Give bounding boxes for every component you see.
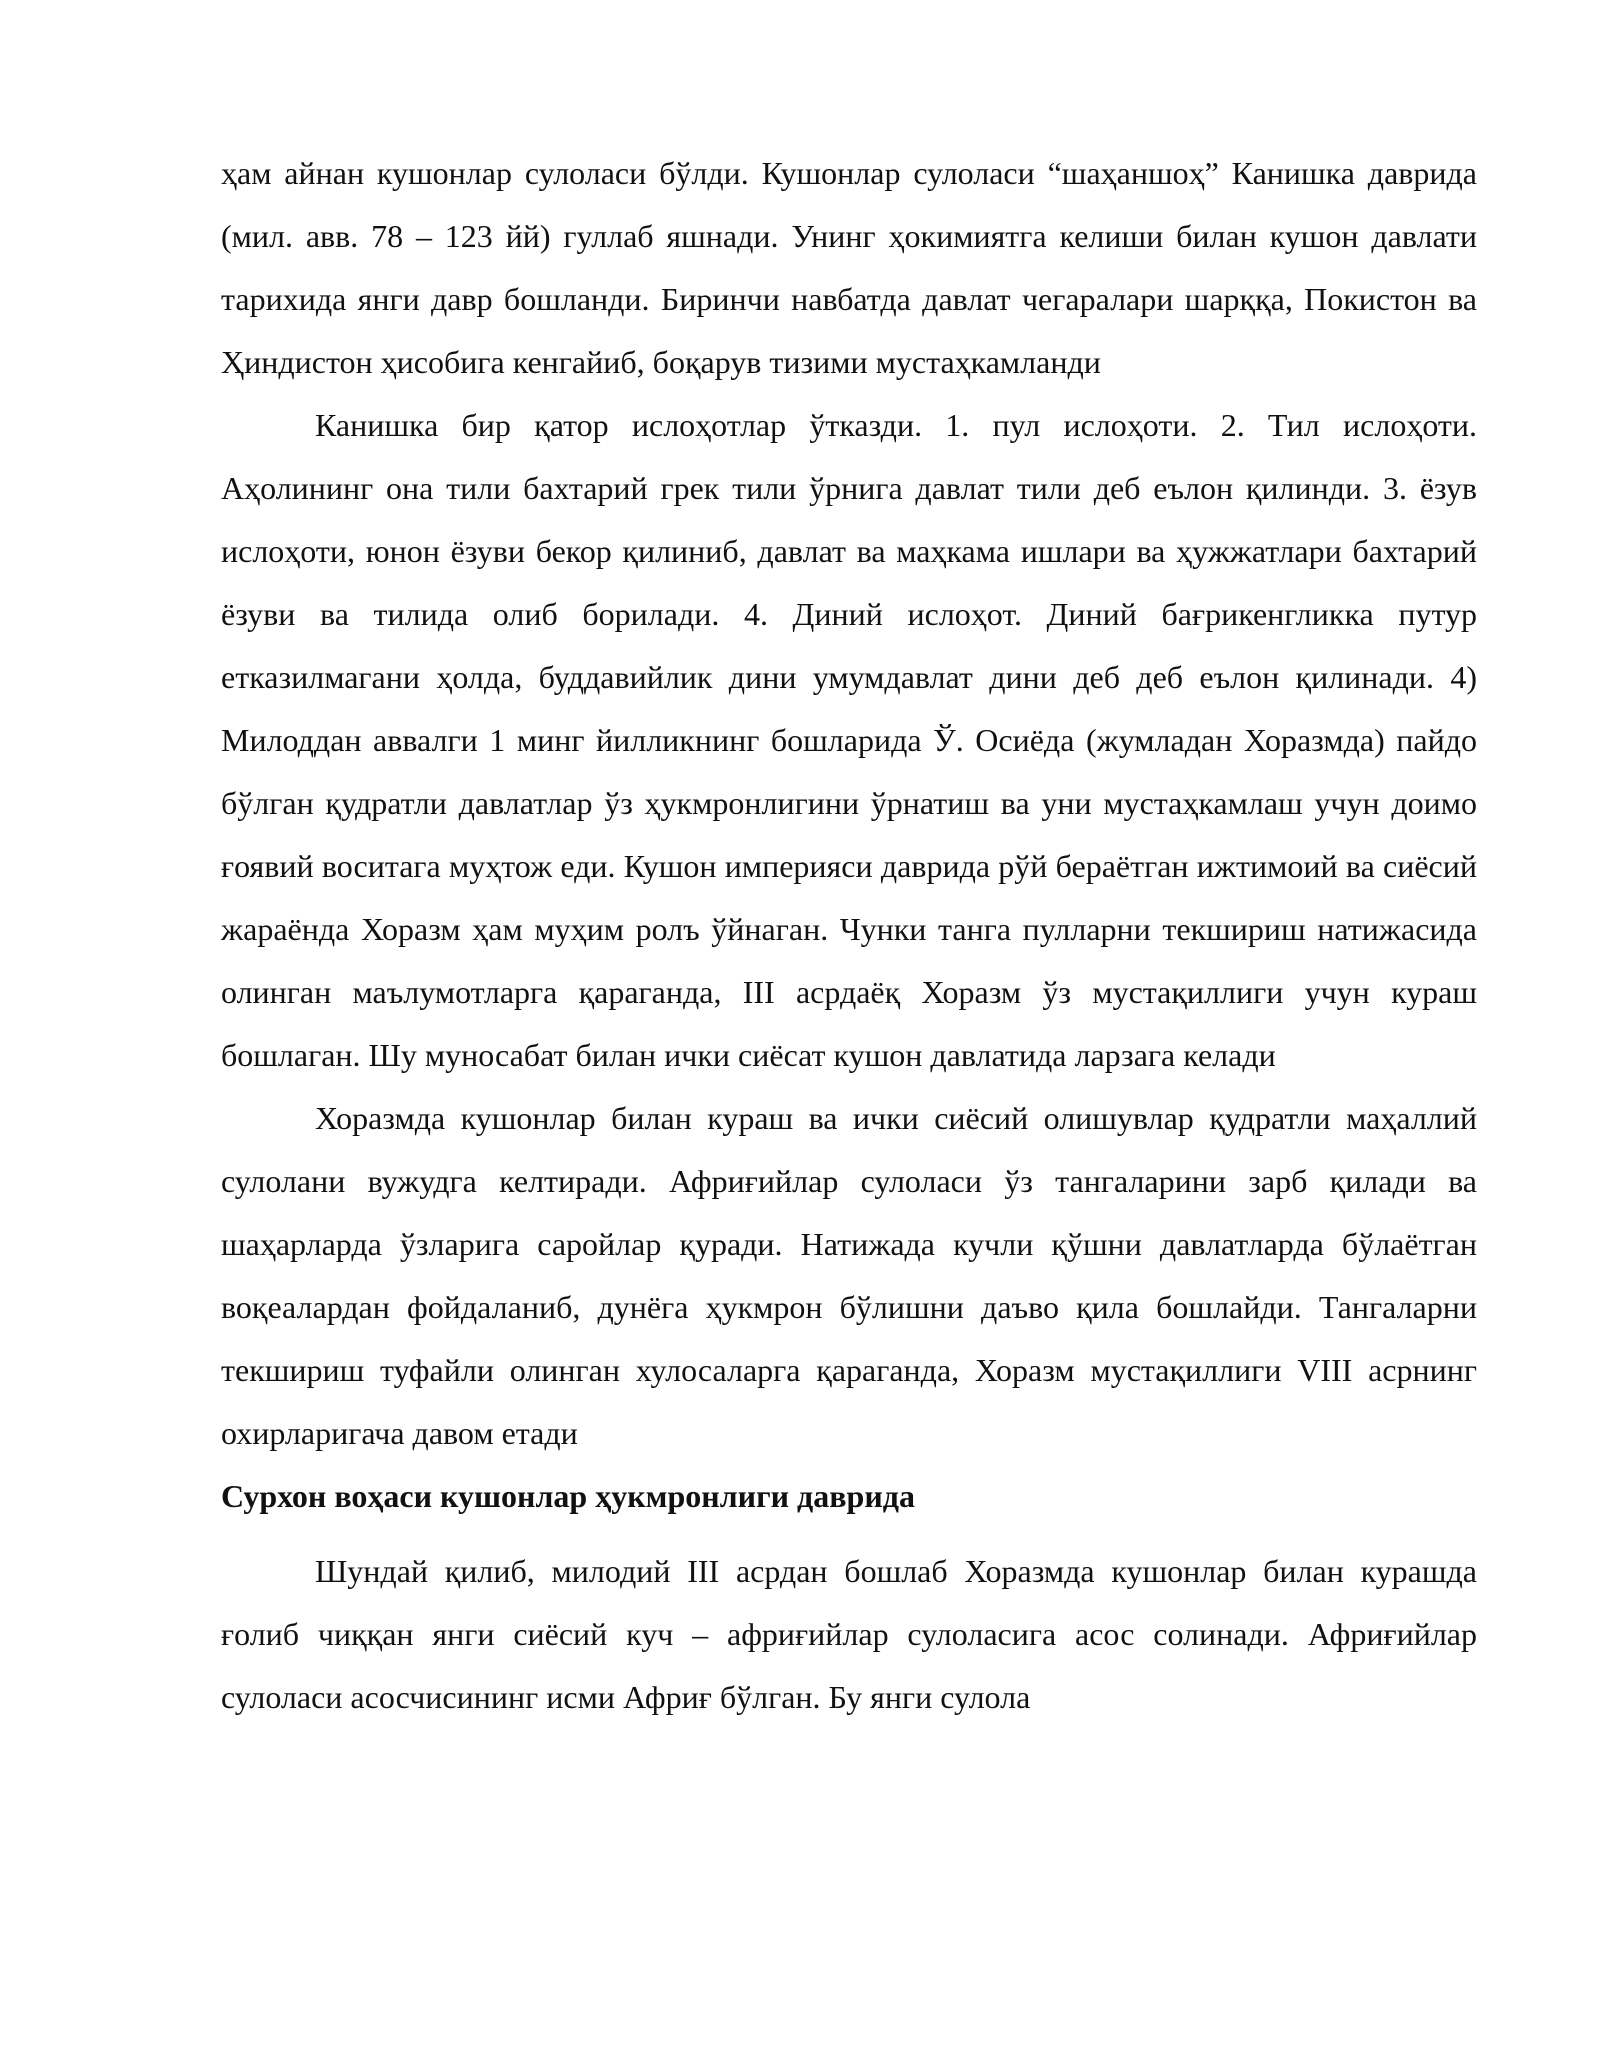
document-body — [221, 142, 1477, 1729]
paragraph-1: ҳам айнан кушонлар сулоласи бўлди. Кушонлар сулоласи “шаҳаншоҳ” Канишка даврида (мил. авв. 78 – 123 йй) гуллаб яшнади. Унинг ҳокимиятга келиши билан кушон давлати тарихида янги давр бошланди. Биринчи навбатда давлат чегаралари шарққа, Покистон ва Ҳиндистон ҳисобига кенгайиб, боқарув тизими мустаҳкамланди — [221, 155, 1477, 380]
paragraph-2: Канишка бир қатор ислоҳотлар ўтказди. 1. пул ислоҳоти. 2. Тил ислоҳоти. Аҳолининг она тили бахтарий грек тили ўрнига давлат тили деб еълон қилинди. 3. ёзув ислоҳоти, юнон ёзуви бекор қилиниб, давлат ва маҳкама ишлари ва ҳужжатлари бахтарий ёзуви ва тилида олиб борилади. 4. Диний ислоҳот. Диний бағрикенгликка путур етказилмагани ҳолда, буддавийлик дини умумдавлат дини деб деб еълон қилинади. 4) Милоддан аввалги 1 минг йилликнинг бошларида Ў. Осиёда (жумладан Хоразмда) пайдо бўлган қудратли давлатлар ўз ҳукмронлигини ўрнатиш ва уни мустаҳкамлаш учун доимо ғоявий воситага муҳтож еди. Кушон империяси даврида рўй бераётган ижтимоий ва сиёсий жараёнда Хоразм ҳам муҳим ролъ ўйнаган. Чунки танга пулларни текшириш натижасида олинган маълумотларга қараганда, III асрдаёқ Хоразм ўз мустақиллиги учун кураш бошлаган. Шу муносабат билан ички сиёсат кушон давлатида ларзага келади — [221, 407, 1477, 1073]
paragraph-4: Шундай қилиб, милодий III асрдан бошлаб Хоразмда кушонлар билан курашда ғолиб чиққан янги сиёсий куч – африғийлар сулоласига асос солинади. Африғийлар сулоласи асосчисининг исми Африғ бўлган. Бу янги сулола — [221, 1553, 1477, 1715]
paragraph-3: Хоразмда кушонлар билан кураш ва ички сиёсий олишувлар қудратли маҳаллий сулолани вужудга келтиради. Африғийлар сулоласи ўз тангаларини зарб қилади ва шаҳарларда ўзларига саройлар қуради. Натижада кучли қўшни давлатларда бўлаётган воқеалардан фойдаланиб, дунёга ҳукмрон бўлишни даъво қила бошлайди. Тангаларни текшириш туфайли олинган хулосаларга қараганда, Хоразм мустақиллиги VIII асрнинг охирларигача давом етади — [221, 1100, 1477, 1451]
section-heading: Сурхон воҳаси кушонлар ҳукмронлиги даврида — [221, 1478, 915, 1514]
